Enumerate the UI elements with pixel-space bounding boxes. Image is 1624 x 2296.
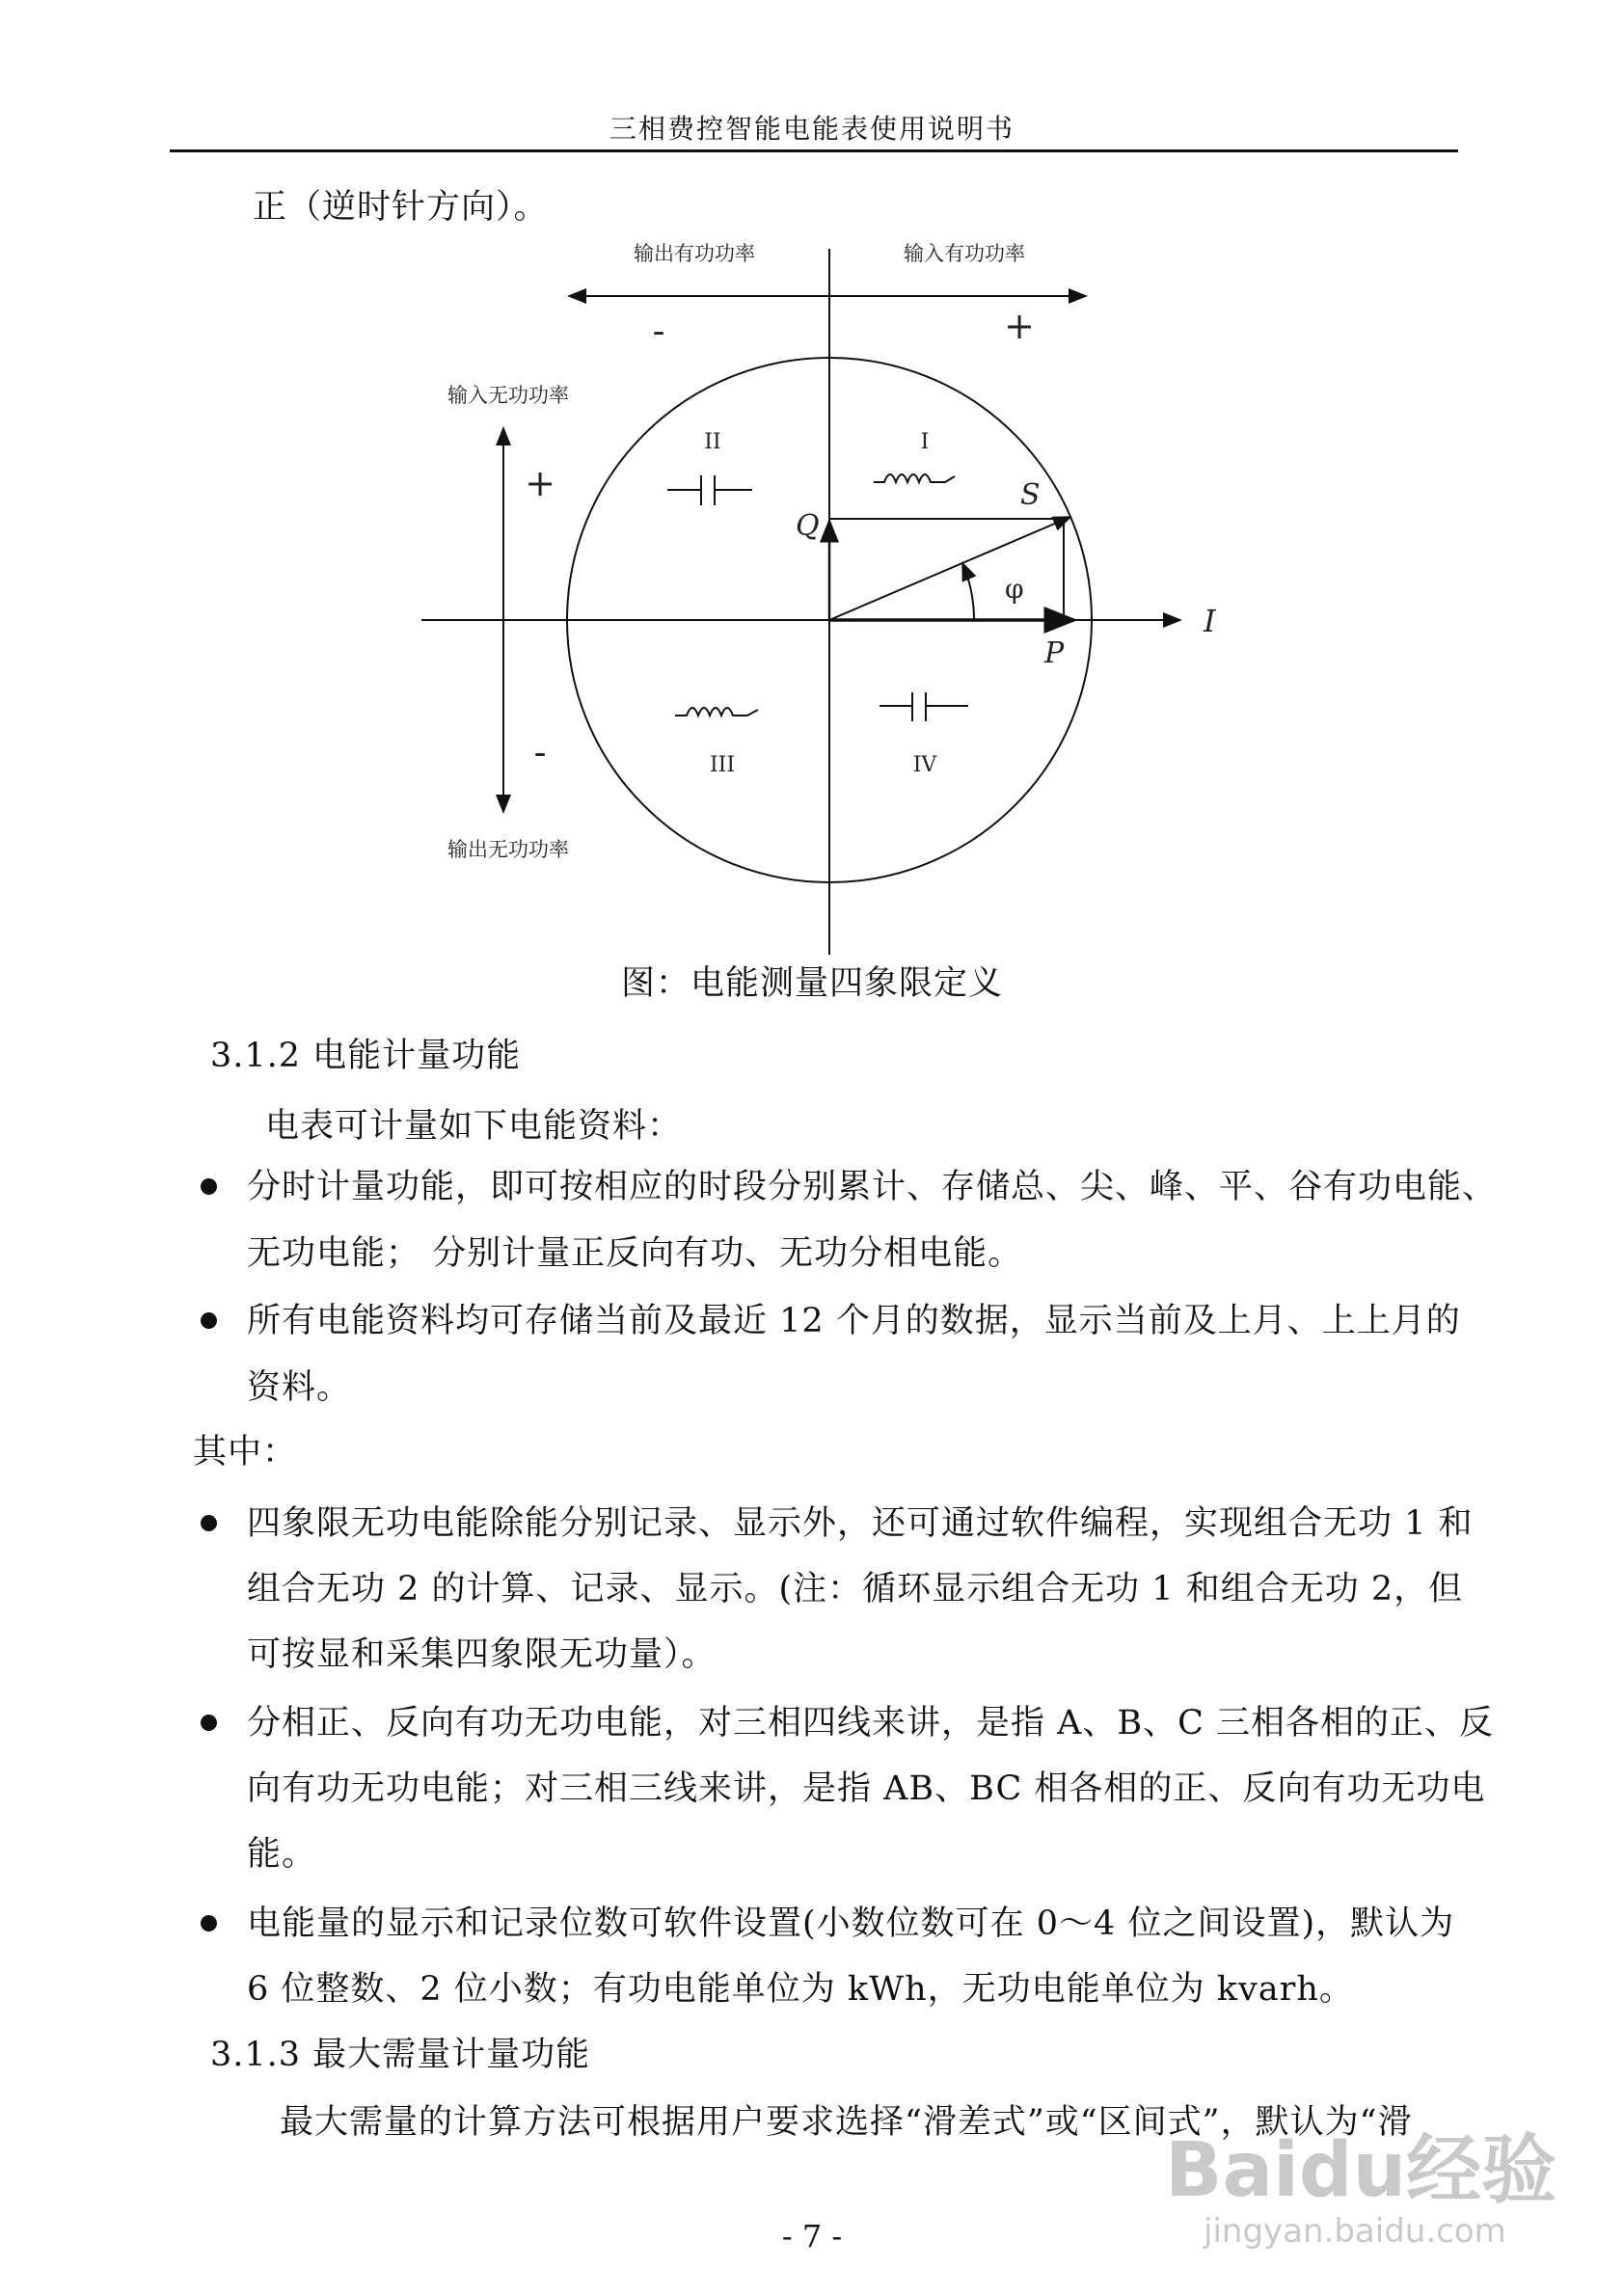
bullet-1-line-1: 分时计量功能，即可按相应的时段分别累计、存储总、尖、峰、平、谷有功电能、 [247, 1168, 1498, 1206]
bullet-4-line-3: 能。 [247, 1835, 317, 1874]
bullet-5-line-1: 电能量的显示和记录位数可软件设置(小数位数可在 0～4 位之间设置)，默认为 [247, 1904, 1455, 1943]
page-header-title: 三相费控智能电能表使用说明书 [609, 113, 1015, 145]
label-phi: φ [1005, 573, 1024, 605]
bullet-2-line-1: 所有电能资料均可存储当前及最近 12 个月的数据，显示当前及上月、上上月的 [247, 1302, 1461, 1340]
label-output-active-power: 输出有功功率 [634, 242, 755, 265]
section-313-heading: 3.1.3 最大需量计量功能 [210, 2036, 591, 2074]
sign-minus-horizontal: - [652, 310, 665, 352]
capacitor-symbol-q4 [880, 692, 968, 721]
sign-plus-vertical: + [525, 462, 555, 504]
four-quadrant-diagram [0, 0, 1624, 984]
label-p: P [1044, 636, 1065, 670]
figure-caption: 图：电能测量四象限定义 [620, 964, 1003, 1003]
bullet-3-line-1: 四象限无功电能除能分别记录、显示外，还可通过软件编程，实现组合无功 1 和 [247, 1504, 1474, 1543]
bullet-3-line-2: 组合无功 2 的计算、记录、显示。(注：循环显示组合无功 1 和组合无功 2，但 [247, 1570, 1464, 1608]
label-input-reactive-power: 输入无功功率 [447, 384, 569, 407]
sign-plus-horizontal: + [1004, 305, 1035, 347]
phi-angle-arc [962, 563, 974, 620]
label-q: Q [796, 509, 820, 543]
page-number: - 7 - [781, 2218, 843, 2255]
quadrant-2-label: II [704, 430, 721, 454]
inductor-symbol-q1 [874, 474, 955, 482]
bullet-4-line-1: 分相正、反向有功无功电能，对三相四线来讲，是指 A、B、C 三相各相的正、反 [247, 1704, 1495, 1742]
quadrant-4-label: IV [912, 753, 937, 777]
inductor-symbol-q3 [675, 708, 758, 716]
sign-minus-vertical: - [533, 731, 547, 773]
section-313-line: 最大需量的计算方法可根据用户要求选择“滑差式”或“区间式”，默认为“滑 [280, 2103, 1413, 2142]
bullet-2-line-2: 资料。 [247, 1368, 352, 1407]
section-312-heading: 3.1.2 电能计量功能 [210, 1037, 522, 1075]
label-i: I [1204, 603, 1216, 639]
s-vector [829, 517, 1070, 620]
quadrant-1-label: I [920, 430, 930, 454]
bullet-4-line-2: 向有功无功电能；对三相三线来讲，是指 AB、BC 相各相的正、反向有功无功电 [247, 1769, 1486, 1808]
bullet-3-line-3: 可按显和采集四象限无功量）。 [247, 1635, 717, 1674]
bullet-dot [201, 1178, 217, 1195]
quadrant-3-label: III [709, 753, 736, 777]
intro-line: 正（逆时针方向）。 [253, 188, 549, 227]
label-s: S [1020, 478, 1041, 512]
baidu-watermark: Baidu经验 [1165, 2127, 1557, 2214]
capacitor-symbol-q2 [667, 475, 752, 505]
among-label: 其中： [193, 1433, 298, 1472]
bullet-dot [201, 1312, 217, 1329]
bullet-1-line-2: 无功电能； 分别计量正反向有功、无功分相电能。 [247, 1234, 1023, 1273]
bullet-5-line-2: 6 位整数、2 位小数；有功电能单位为 kWh，无功电能单位为 kvarh。 [247, 1970, 1354, 2009]
section-312-intro: 电表可计量如下电能资料： [265, 1107, 683, 1146]
bullet-dot [201, 1515, 217, 1531]
label-input-active-power: 输入有功功率 [904, 242, 1025, 265]
bullet-dot [201, 1715, 217, 1731]
label-output-reactive-power: 输出无功功率 [447, 838, 569, 861]
bullet-dot [201, 1915, 217, 1931]
baidu-watermark-url: jingyan.baidu.com [1204, 2212, 1506, 2251]
